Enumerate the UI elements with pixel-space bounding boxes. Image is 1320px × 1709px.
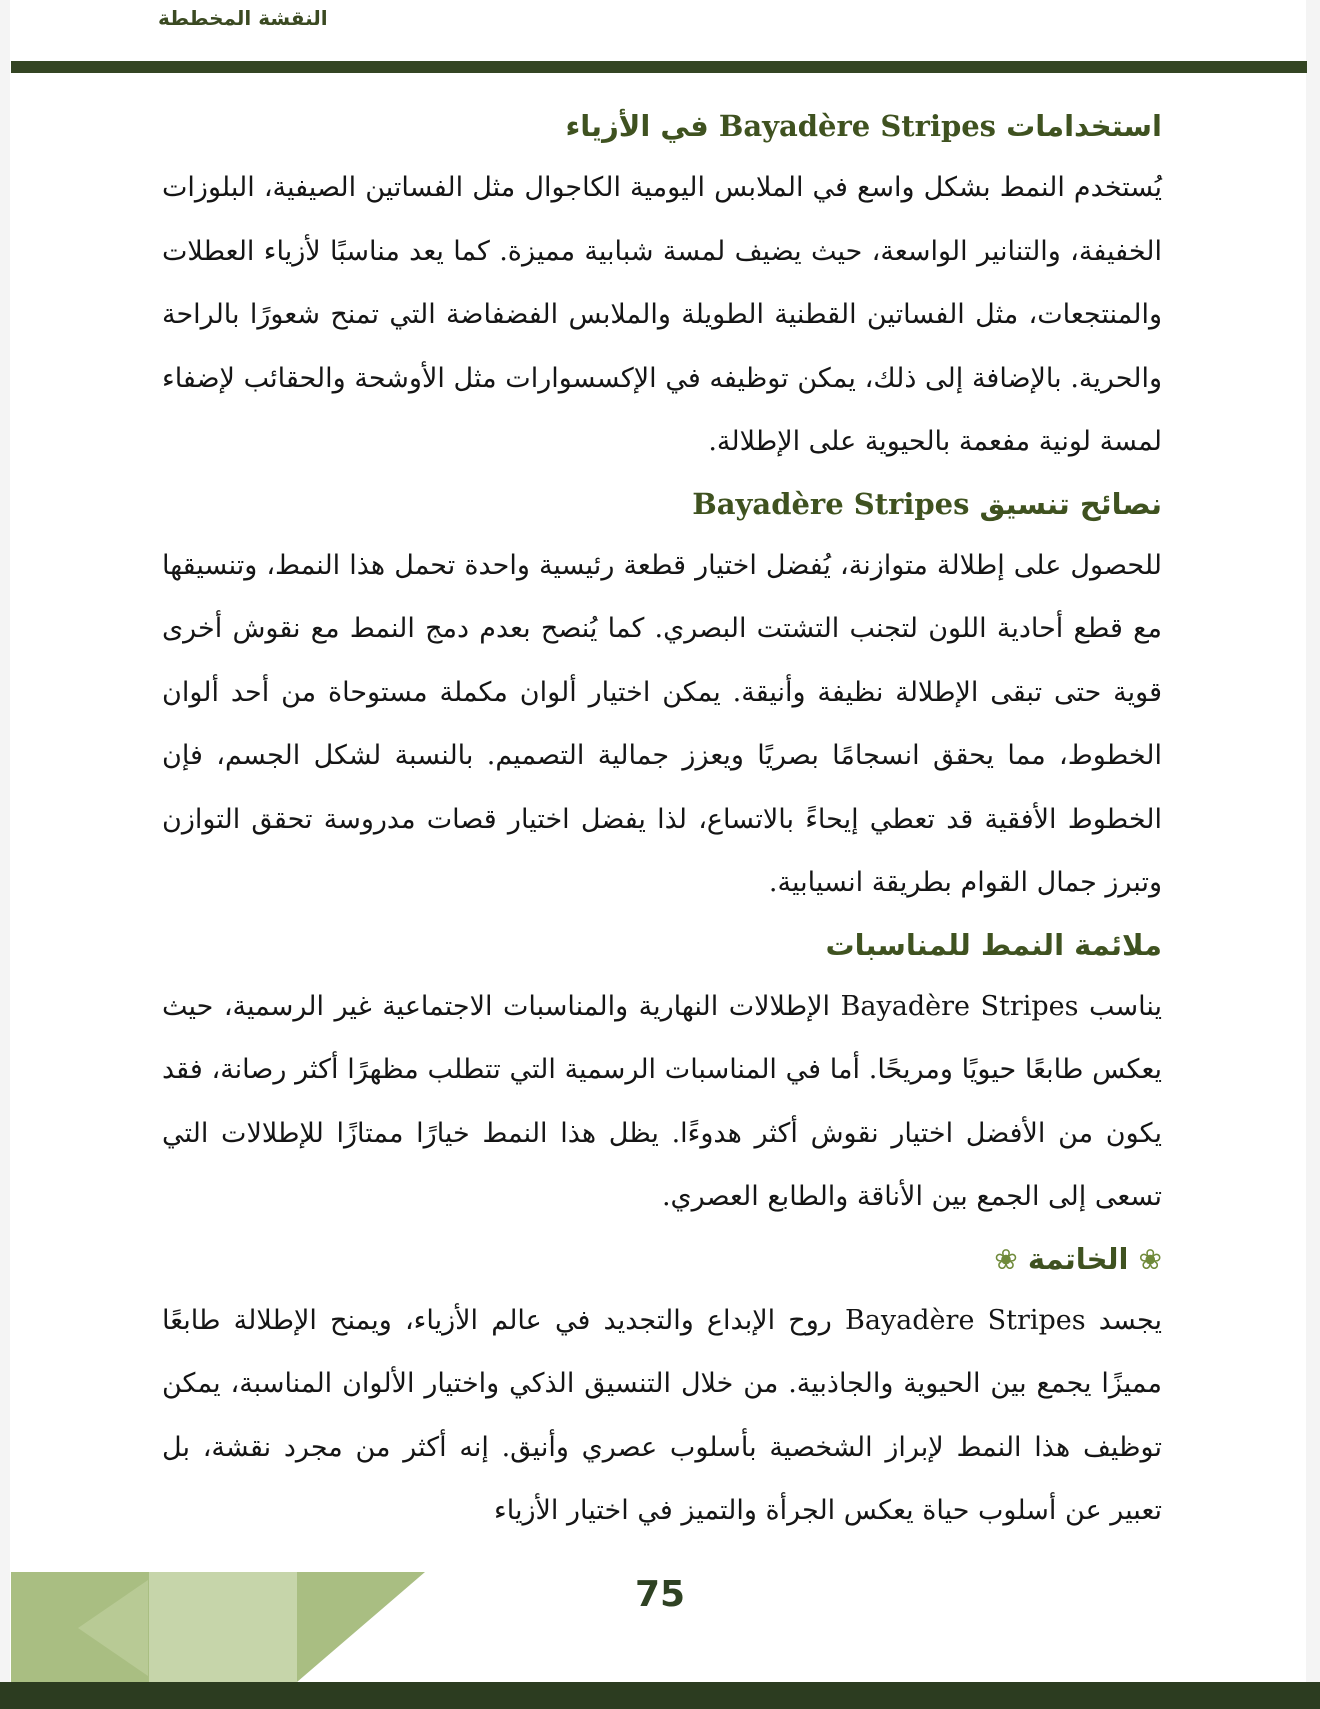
para-text-latin: Bayadère Stripes	[844, 1304, 1086, 1336]
heading-text-ar: الخاتمة	[1027, 1241, 1129, 1276]
para-text-ar-end: روح الإبداع والتجديد في عالم الأزياء، ويمنح الإطلالة طابعًا مميزًا يجمع بين الحيوية والجاذبية. من خلال التنسيق الذكي واختيار الألوان المناسبة، يمكن توظيف هذا النمط لإبراز الشخصية بأسلوب عصري وأنيق. إنه أكثر من مجرد نقشة، بل تعبير عن أسلوب حياة يعكس الجرأة والتميز في اختيار الأزياء	[162, 1304, 1162, 1526]
flower-icon: ❀	[1138, 1242, 1162, 1276]
heading-uses-in-fashion	[162, 96, 1162, 156]
heading-text-ar: استخدامات	[996, 109, 1162, 143]
heading-styling-tips	[162, 474, 1162, 534]
para-text-latin: Bayadère Stripes	[840, 990, 1079, 1022]
page-content	[162, 96, 1162, 1543]
paragraph-occasions	[162, 975, 1162, 1229]
heading-text-latin: Bayadère Stripes	[718, 109, 997, 143]
heading-text-ar: نصائح تنسيق	[969, 486, 1162, 521]
page-edge-right	[1306, 0, 1320, 1709]
paragraph-uses-in-fashion: يُستخدم النمط بشكل واسع في الملابس اليومية الكاجوال مثل الفساتين الصيفية، البلوزات الخفيفة، والتنانير الواسعة، حيث يضيف لمسة شبابية مميزة. كما يعد مناسبًا لأزياء العطلات والمنتجعات، مثل الفساتين القطنية الطويلة والملابس الفضفاضة التي تمنح شعورًا بالراحة والحرية. بالإضافة إلى ذلك، يمكن توظيفه في الإكسسوارات مثل الأوشحة والحقائب لإضفاء لمسة لونية مفعمة بالحيوية على الإطلالة.	[162, 172, 1162, 457]
page-edge-left	[0, 0, 10, 1709]
para-text-ar: يناسب	[1078, 990, 1163, 1022]
paragraph-styling-tips: للحصول على إطلالة متوازنة، يُفضل اختيار قطعة رئيسية واحدة تحمل هذا النمط، وتنسيقها مع قطع أحادية اللون لتجنب التشتت البصري. كما يُنصح بعدم دمج النمط مع نقوش أخرى قوية حتى تبقى الإطلالة نظيفة وأنيقة. يمكن اختيار ألوان مكملة مستوحاة من أحد ألوان الخطوط، مما يحقق انسجامًا بصريًا ويعزز جمالية التصميم. بالنسبة لشكل الجسم، فإن الخطوط الأفقية قد تعطي إيحاءً بالاتساع، لذا يفضل اختيار قصات مدروسة تحقق التوازن وتبرز جمال القوام بطريقة انسيابية.	[162, 549, 1162, 898]
flower-icon: ❀	[994, 1242, 1018, 1276]
footer-chevron-decor	[78, 1580, 148, 1676]
running-header: النقشة المخططة	[158, 6, 328, 30]
footer-decor-block-light	[149, 1572, 297, 1682]
para-text-ar: يجسد	[1085, 1304, 1162, 1336]
paragraph-conclusion	[162, 1289, 1162, 1543]
heading-text-ar-end: في الأزياء	[565, 109, 719, 143]
top-rule	[11, 61, 1307, 73]
heading-text-latin: Bayadère Stripes	[692, 486, 970, 521]
heading-occasions: ملائمة النمط للمناسبات	[825, 927, 1162, 962]
bottom-bar	[0, 1682, 1320, 1709]
footer-triangle-decor	[297, 1572, 425, 1682]
para-text-ar-end: الإطلالات النهارية والمناسبات الاجتماعية غير الرسمية، حيث يعكس طابعًا حيويًا ومريحًا. أما في المناسبات الرسمية التي تتطلب مظهرًا أكثر رصانة، فقد يكون من الأفضل اختيار نقوش أكثر هدوءًا. يظل هذا النمط خيارًا ممتازًا للإطلالات التي تسعى إلى الجمع بين الأناقة والطابع العصري.	[162, 990, 1162, 1212]
page-number: 75	[634, 1574, 686, 1615]
heading-conclusion	[162, 1229, 1162, 1289]
